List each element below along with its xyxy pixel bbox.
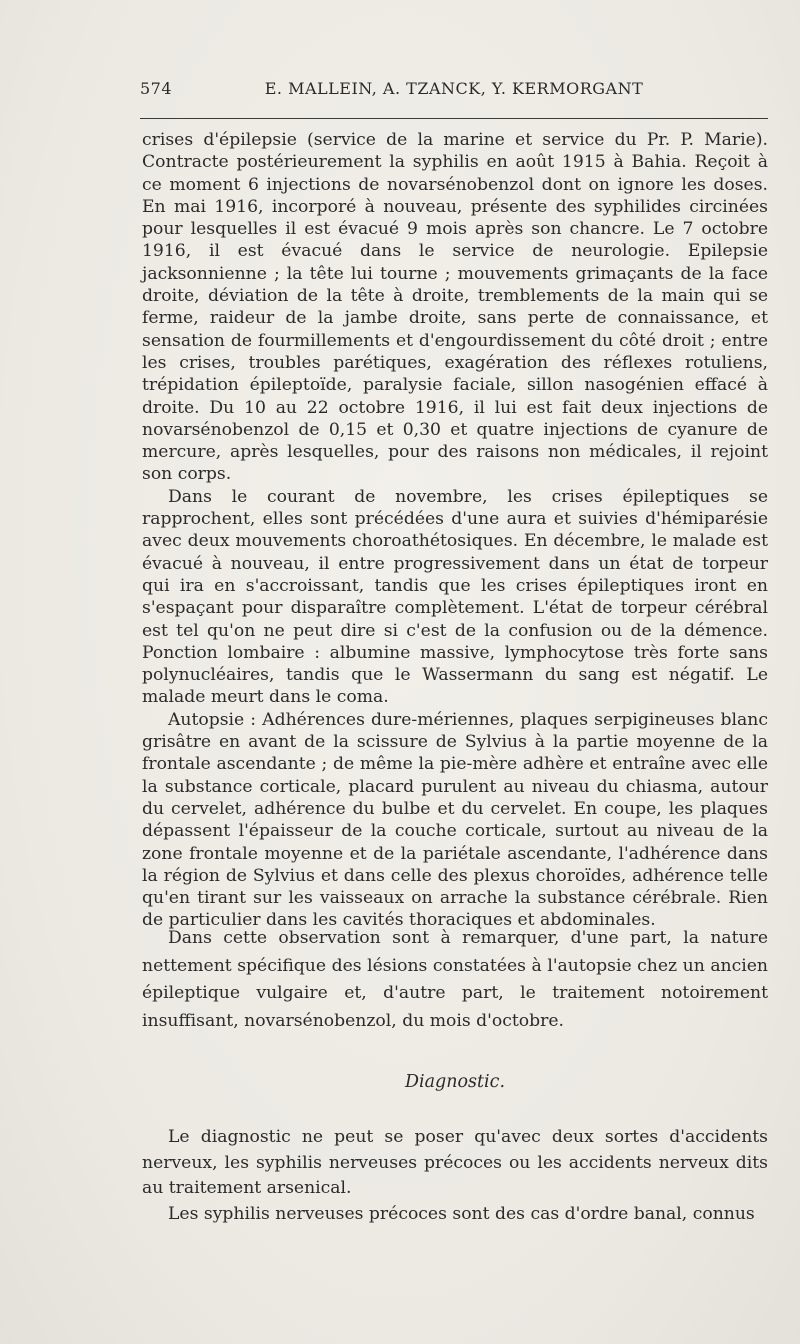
page-number: 574	[140, 79, 173, 98]
observation-paragraph-2: Dans le courant de novembre, les crises épileptiques se rapprochent, elles sont précédées d'une aura et suivies d'hémiparésie avec deux mouvements choroathétosiques. En décembre, le malade est évacué à nouveau, il entre progressivement dans un état de torpeur qui ira en s'accroissant, tandis que les crises épileptiques iront en s'espaçant pour disparaître complètement. L'état de torpeur cérébral est tel qu'on ne peut dire si c'est de la confusion ou de la démence. Ponction lombaire : albumine massive, lymphocytose très forte sans polynucléaires, tandis que le Wassermann du sang est négatif. Le malade meurt dans le coma.	[142, 486, 768, 708]
running-head: E. MALLEIN, A. TZANCK, Y. KERMORGANT	[264, 79, 644, 98]
page-header	[140, 79, 768, 105]
observation-text	[142, 129, 768, 932]
autopsy-paragraph: Autopsie : Adhérences dure-mériennes, plaques serpigineuses blanc grisâtre en avant de la scissure de Sylvius à la partie moyenne de la frontale ascendante ; de même la pie-mère adhère et entraîne avec elle la substance corticale, placard purulent au niveau du chiasma, autour du cervelet, adhérence du bulbe et du cervelet. En coupe, les plaques dépassent l'épaisseur de la couche corticale, surtout au niveau de la zone frontale moyenne et de la pariétale ascendante, l'adhérence dans la région de Sylvius et dans celle des plexus choroïdes, adhérence telle qu'en tirant sur les vaisseaux on arrache la substance cérébrale. Rien de particulier dans les cavités thoraciques et abdominales.	[142, 709, 768, 931]
diagnostic-text	[142, 1125, 768, 1227]
comment-paragraph: Dans cette observation sont à remarquer, d'une part, la nature nettement spécifique des lésions constatées à l'autopsie chez un ancien épileptique vulgaire et, d'autre part, le traitement notoirement insuffisant, novarsénobenzol, du mois d'octobre.	[142, 928, 768, 1031]
comment-text	[142, 925, 768, 1035]
section-heading: Diagnostic.	[404, 1072, 506, 1092]
diagnostic-paragraph-1: Le diagnostic ne peut se poser qu'avec deux sortes d'accidents nerveux, les syphilis nerveuses précoces ou les accidents nerveux dits au traitement arsenical.	[142, 1127, 768, 1198]
observation-paragraph-1: crises d'épilepsie (service de la marine et service du Pr. P. Marie). Contracte postérieurement la syphilis en août 1915 à Bahia. Reçoit à ce moment 6 injections de novarsénobenzol dont on ignore les doses. En mai 1916, incorporé à nouveau, présente des syphilides circinées pour lesquelles il est évacué 9 mois après son chancre. Le 7 octobre 1916, il est évacué dans le service de neurologie. Epilepsie jacksonnienne ; la tête lui tourne ; mouvements grimaçants de la face droite, déviation de la tête à droite, tremblements de la main qui se ferme, raideur de la jambe droite, sans perte de connaissance, et sensation de fourmillements et d'engourdissement du côté droit ; entre les crises, troubles parétiques, exagération des réflexes rotuliens, trépidation épileptoïde, paralysie faciale, sillon nasogénien effacé à droite. Du 10 au 22 octobre 1916, il lui est fait deux injections de novarsénobenzol de 0,15 et 0,30 et quatre injections de cyanure de mercure, après lesquelles, pour des raisons non médicales, il rejoint son corps.	[142, 130, 768, 485]
header-rule	[140, 118, 768, 119]
diagnostic-paragraph-2: Les syphilis nerveuses précoces sont des cas d'ordre banal, connus	[168, 1203, 755, 1224]
